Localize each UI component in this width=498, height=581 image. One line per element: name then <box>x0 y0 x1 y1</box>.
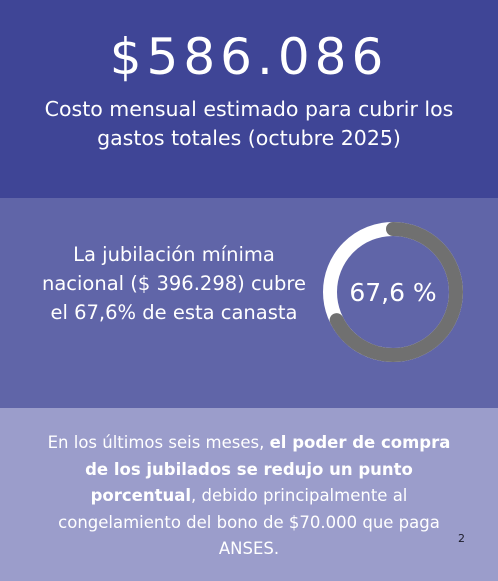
coverage-percent-label: 67,6 % <box>349 277 437 307</box>
note-text-start: En los últimos seis meses, <box>47 433 270 452</box>
estimated-cost-description: Costo mensual estimado para cubrir los gastos totales (octubre 2025) <box>44 97 454 150</box>
estimated-cost-amount: $586.086 <box>109 28 389 86</box>
note-text-end: , debido principalmente al congelamiento del bono de $70.000 que paga ANSES. <box>58 486 440 558</box>
note-text-bold: el poder de compra de los jubilados se redujo un punto porcentual <box>85 433 451 505</box>
page-number: 2 <box>458 532 465 545</box>
purchasing-power-note <box>40 430 458 563</box>
pension-coverage-text: La jubilación mínima nacional ($ 396.298) cubre el 67,6% de esta canasta <box>41 243 306 324</box>
